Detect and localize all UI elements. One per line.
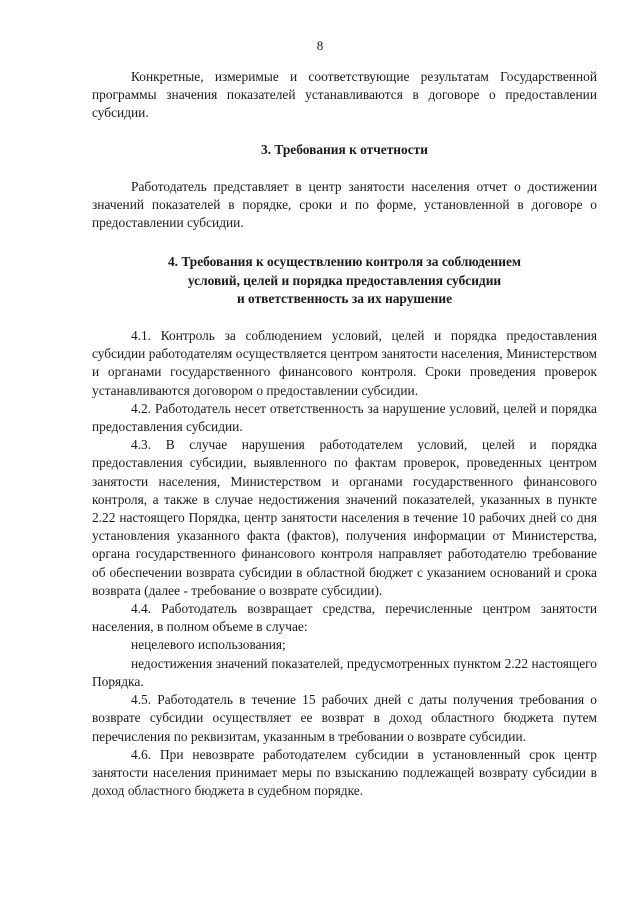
paragraph-4-3: 4.3. В случае нарушения работодателем условий, целей и порядка предоставления субсидии, выявленного по фактам проверок, проведенных центром занятости населения, Министерством и органами государственного финансового контроля, а также в случае недостижения значений показателей, указанных в пункте 2.22 настоящего Порядка, центр занятости населения в течение 10 рабочих дней со дня установления указанного факта (фактов), получения информации от Министерства, органа государственного финансового контроля направляет работодателю требование об обеспечении возврата субсидии в областной бюджет с указанием оснований и срока возврата (далее - требование о возврате субсидии). xyxy=(92,437,597,598)
section-3-paragraph: Работодатель представляет в центр занятости населения отчет о достижении значений показателей в порядке, сроки и по форме, установленной в договоре о предоставлении субсидии. xyxy=(92,178,597,231)
page-number: 8 xyxy=(316,38,324,53)
intro-paragraph: Конкретные, измеримые и соответствующие результатам Государственной программы значения показателей устанавливаются в договоре о предоставлении субсидии. xyxy=(92,69,597,121)
paragraph-4-4: 4.4. Работодатель возвращает средства, перечисленные центром занятости населения, в полном объеме в случае: xyxy=(92,601,597,635)
paragraph-4-2: 4.2. Работодатель несет ответственность за нарушение условий, целей и порядка предоставления субсидии. xyxy=(92,400,597,435)
section-4-heading-line-2: условий, целей и порядка предоставления субсидии xyxy=(187,272,502,288)
document-body xyxy=(92,68,597,800)
paragraph-4-5: 4.5. Работодатель в течение 15 рабочих дней с даты получения требования о возврате субсидии осуществляет ее возврат в доход областного бюджета путем перечисления по реквизитам, указанным в требовании о возврате субсидии. xyxy=(92,692,597,744)
section-4-heading-line-3: и ответственность за их нарушение xyxy=(236,290,453,306)
paragraph-4-4-item-2: недостижения значений показателей, предусмотренных пунктом 2.22 настоящего Порядка. xyxy=(92,655,597,689)
section-3-heading: 3. Требования к отчетности xyxy=(261,141,428,157)
paragraph-4-6: 4.6. При невозврате работодателем субсидии в установленный срок центр занятости населения принимает меры по взысканию подлежащей возврату субсидии в доход областного бюджета в судебном порядке. xyxy=(92,746,597,799)
paragraph-4-4-item-1: нецелевого использования; xyxy=(131,637,286,653)
paragraph-4-1: 4.1. Контроль за соблюдением условий, целей и порядка предоставления субсидии работодателям осуществляется центром занятости населения, Министерством и органами государственного финансового контроля. Сроки проведения проверок устанавливаются договором о предоставлении субсидии. xyxy=(92,328,597,398)
section-4-heading-line-1: 4. Требования к осуществлению контроля за соблюдением xyxy=(167,254,522,270)
section-4-heading xyxy=(92,253,597,308)
